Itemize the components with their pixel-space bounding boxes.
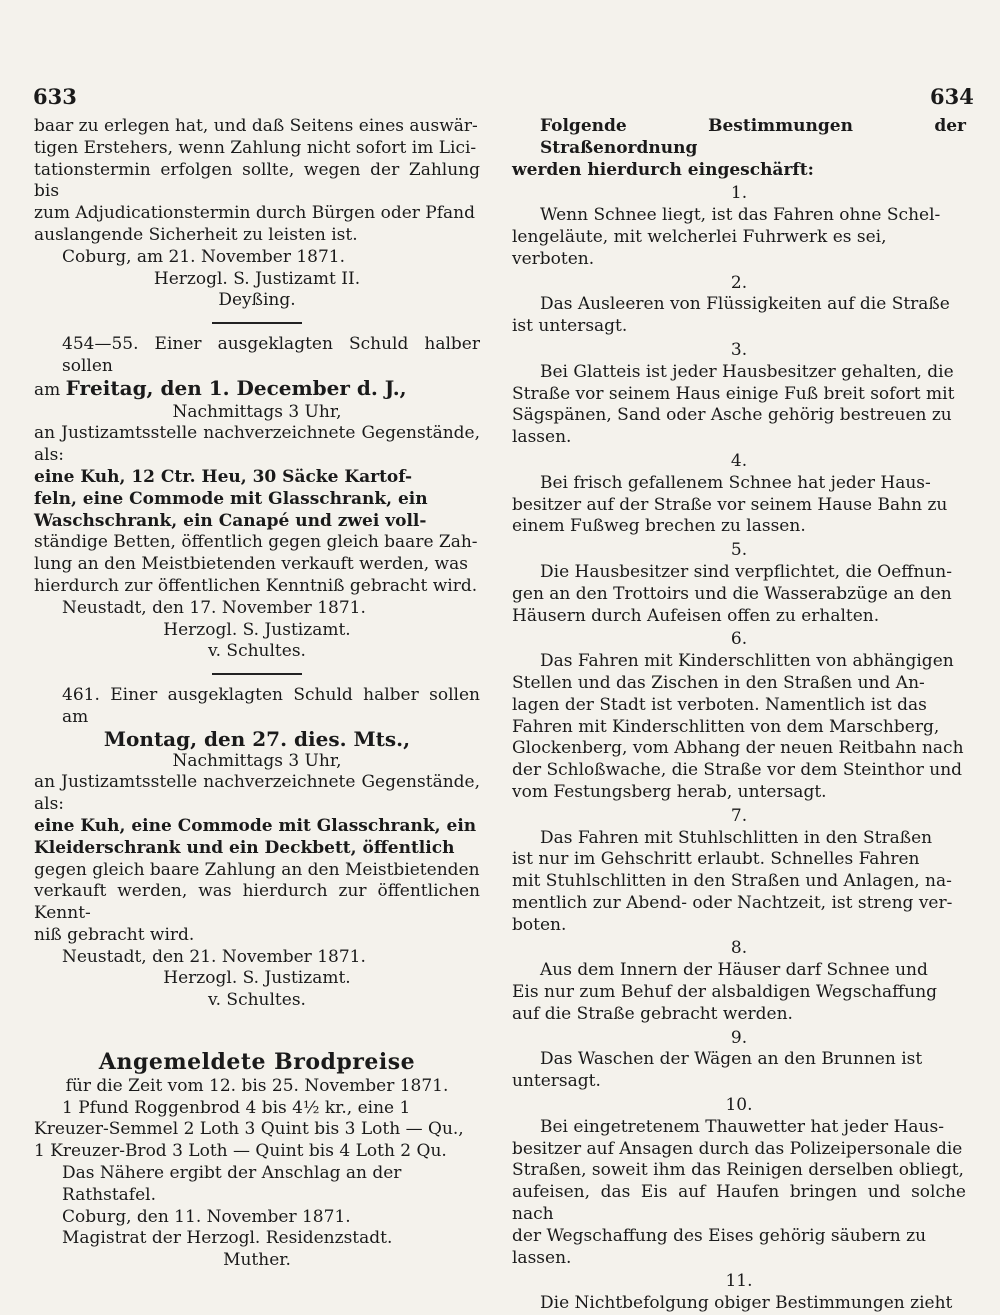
text-line: Das Waschen der Wägen an den Brunnen ist xyxy=(540,1049,923,1070)
ordinance-section xyxy=(512,1271,966,1315)
bread-prices-title: Angemeldete Brodpreise xyxy=(98,1049,416,1076)
text-line: Das Nähere ergibt der Anschlag an der Rathstafel. xyxy=(62,1163,402,1205)
text-line: mentlich zur Abend- oder Nachtzeit, ist streng ver- xyxy=(512,892,953,913)
text-line: der Schloßwache, die Straße vor dem Steinthor und xyxy=(512,760,963,781)
text-line: 1 Pfund Roggenbrod 4 bis 4½ kr., eine 1 xyxy=(62,1097,411,1118)
page-number-right: 634 xyxy=(930,84,974,109)
notice-day-line xyxy=(34,375,480,402)
dateline: Neustadt, den 17. November 1871. xyxy=(62,597,366,618)
section-number: 9. xyxy=(730,1027,748,1048)
text-line: lung an den Meistbietenden verkauft werden, was xyxy=(34,554,468,575)
text-line: Das Fahren mit Kinderschlitten von abhängigen xyxy=(540,651,954,672)
section-number: 8. xyxy=(730,938,748,959)
separator-rule xyxy=(212,322,302,324)
dateline: Coburg, am 21. November 1871. xyxy=(62,246,346,267)
right-column xyxy=(512,116,966,1315)
notice-lead: 461. Einer ausgeklagten Schuld halber sollen am xyxy=(62,685,480,727)
section-number: 5. xyxy=(730,540,748,561)
text-line: untersagt. xyxy=(512,1071,601,1092)
text-line: ständige Betten, öffentlich gegen gleich baare Zah- xyxy=(34,532,478,553)
text-line: Waschschrank, ein Canapé und zwei voll- xyxy=(34,510,427,531)
text-line: Die Nichtbefolgung obiger Bestimmungen zieht xyxy=(540,1293,953,1314)
text-line: Stellen und das Zischen in den Straßen und An- xyxy=(512,672,925,693)
text-line: verkauft werden, was hierdurch zur öffentlichen Kennt- xyxy=(34,881,480,924)
text-line: Fahren mit Kinderschlitten von dem Marschberg, xyxy=(512,716,940,737)
text-line: gen an den Trottoirs und die Wasserabzüge an den xyxy=(512,583,952,604)
text-line: eine Kuh, eine Commode mit Glasschrank, ein xyxy=(34,815,477,836)
text-line: Folgende Bestimmungen der Straßenordnung xyxy=(540,116,966,158)
text-line: lengeläute, mit welcherlei Fuhrwerk es sei, verboten. xyxy=(512,226,887,269)
text-line: Aus dem Innern der Häuser darf Schnee und xyxy=(540,960,928,981)
text-line: baar zu erlegen hat, und daß Seitens eines auswär- xyxy=(34,116,478,136)
text-line: an Justizamtsstelle nachverzeichnete Gegenstände, als: xyxy=(34,772,480,815)
office-signature: Magistrat der Herzogl. Residenzstadt. xyxy=(62,1228,393,1249)
office-signature: Herzogl. S. Justizamt II. xyxy=(153,268,361,289)
text-line: tationstermin erfolgen sollte, wegen der Zahlung bis xyxy=(34,159,480,202)
text-line: Sägspänen, Sand oder Asche gehörig bestreuen zu xyxy=(512,405,952,426)
ordinance-section xyxy=(512,806,966,937)
text-fragment: am xyxy=(34,379,66,400)
ordinance-section xyxy=(512,183,966,270)
text-line: besitzer auf Ansagen durch das Polizeipersonale die xyxy=(512,1138,963,1159)
text-line: auslangende Sicherheit zu leisten ist. xyxy=(34,224,358,245)
ordinance-section xyxy=(512,340,966,449)
text-line: boten. xyxy=(512,914,567,935)
text-line: der Wegschaffung des Eises gehörig säubern zu lassen. xyxy=(512,1225,927,1268)
auction-time: Nachmittags 3 Uhr, xyxy=(172,401,342,422)
text-line: gegen gleich baare Zahlung an den Meistbietenden xyxy=(34,859,480,880)
text-line: feln, eine Commode mit Glasschrank, ein xyxy=(34,488,428,509)
text-line: ist nur im Gehschritt erlaubt. Schnelles Fahren xyxy=(512,849,920,870)
text-line: Kleiderschrank und ein Deckbett, öffentlich xyxy=(34,837,455,858)
text-line: an Justizamtsstelle nachverzeichnete Gegenstände, als: xyxy=(34,423,480,466)
text-line: Das Fahren mit Stuhlschlitten in den Straßen xyxy=(540,827,933,848)
text-line: hierdurch zur öffentlichen Kenntniß gebracht wird. xyxy=(34,575,478,596)
section-number: 7. xyxy=(730,805,748,826)
signatory-name: v. Schultes. xyxy=(208,641,306,662)
text-line: lassen. xyxy=(512,427,572,448)
text-line: zum Adjudicationstermin durch Bürgen oder Pfand xyxy=(34,203,475,224)
text-line: mit Stuhlschlitten in den Straßen und Anlagen, na- xyxy=(512,871,952,892)
text-line: Straßen, soweit ihm das Reinigen derselben obliegt, xyxy=(512,1160,964,1181)
left-column xyxy=(34,116,480,1272)
text-line: Eis nur zum Behuf der alsbaldigen Wegschaffung xyxy=(512,982,938,1003)
dateline: Coburg, den 11. November 1871. xyxy=(62,1206,351,1227)
text-line: ist untersagt. xyxy=(512,316,628,337)
text-line: werden hierdurch eingeschärft: xyxy=(512,159,814,180)
section-number: 10. xyxy=(725,1095,753,1116)
text-line: einem Fußweg brechen zu lassen. xyxy=(512,516,806,537)
section-number: 1. xyxy=(730,183,748,204)
text-line: besitzer auf der Straße vor seinem Hause Bahn zu xyxy=(512,494,948,515)
ordinance-section xyxy=(512,540,966,627)
street-ordinance-intro xyxy=(512,116,966,181)
text-line: Bei eingetretenem Thauwetter hat jeder Haus- xyxy=(540,1116,944,1137)
text-line: Wenn Schnee liegt, ist das Fahren ohne Schel- xyxy=(540,205,941,226)
ordinance-section xyxy=(512,629,966,803)
text-line: auf die Straße gebracht werden. xyxy=(512,1003,793,1024)
intro-notice xyxy=(34,116,480,312)
text-line: vom Festungsberg herab, untersagt. xyxy=(512,781,827,802)
text-line: lagen der Stadt ist verboten. Namentlich ist das xyxy=(512,694,927,715)
auction-notice-454 xyxy=(34,334,480,663)
text-line: aufeisen, das Eis auf Haufen bringen und solche nach xyxy=(512,1182,966,1225)
text-line: Straße vor seinem Haus einige Fuß breit sofort mit xyxy=(512,383,955,404)
auction-date: Montag, den 27. dies. Mts., xyxy=(103,726,411,751)
text-line: Das Ausleeren von Flüssigkeiten auf die Straße xyxy=(540,294,950,315)
notice-lead: 454—55. Einer ausgeklagten Schuld halber sollen xyxy=(62,334,480,376)
text-line: Häusern durch Aufeisen offen zu erhalten. xyxy=(512,605,880,626)
text-line: niß gebracht wird. xyxy=(34,924,195,945)
section-number: 2. xyxy=(730,272,748,293)
text-line: Die Hausbesitzer sind verpflichtet, die Oeffnun- xyxy=(540,561,952,582)
section-number: 4. xyxy=(730,450,748,471)
text-line: Bei Glatteis ist jeder Hausbesitzer gehalten, die xyxy=(540,361,954,382)
text-line: Kreuzer-Semmel 2 Loth 3 Quint bis 3 Loth — Qu., xyxy=(34,1119,464,1140)
auction-date: Freitag, den 1. December d. J., xyxy=(65,375,407,400)
ordinance-section xyxy=(512,273,966,338)
ordinance-section xyxy=(512,1028,966,1093)
office-signature: Herzogl. S. Justizamt. xyxy=(163,619,351,640)
bread-prices-notice xyxy=(34,1049,480,1272)
section-number: 11. xyxy=(725,1271,753,1292)
text-line: tigen Erstehers, wenn Zahlung nicht sofort im Lici- xyxy=(34,137,477,158)
dateline: Neustadt, den 21. November 1871. xyxy=(62,946,366,967)
signatory-name: v. Schultes. xyxy=(208,990,306,1011)
ordinance-section xyxy=(512,451,966,538)
ordinance-section xyxy=(512,938,966,1025)
text-line: Bei frisch gefallenem Schnee hat jeder Haus- xyxy=(540,472,931,493)
ordinance-section xyxy=(512,1095,966,1269)
auction-notice-461 xyxy=(34,685,480,1012)
separator-rule xyxy=(212,673,302,675)
section-number: 6. xyxy=(730,629,748,650)
auction-time: Nachmittags 3 Uhr, xyxy=(172,750,342,771)
page-number-left: 633 xyxy=(33,84,77,109)
text-line: 1 Kreuzer-Brod 3 Loth — Quint bis 4 Loth 2 Qu. xyxy=(34,1141,447,1162)
signatory-name: Muther. xyxy=(223,1250,291,1271)
section-number: 3. xyxy=(730,339,748,360)
bread-prices-subtitle: für die Zeit vom 12. bis 25. November 1871. xyxy=(65,1075,449,1096)
text-line: Glockenberg, vom Abhang der neuen Reitbahn nach xyxy=(512,738,964,759)
ordinance-sections xyxy=(512,183,966,1315)
text-line: eine Kuh, 12 Ctr. Heu, 30 Säcke Kartof- xyxy=(34,466,413,487)
office-signature: Herzogl. S. Justizamt. xyxy=(163,968,351,989)
signatory-name: Deyßing. xyxy=(218,290,296,311)
